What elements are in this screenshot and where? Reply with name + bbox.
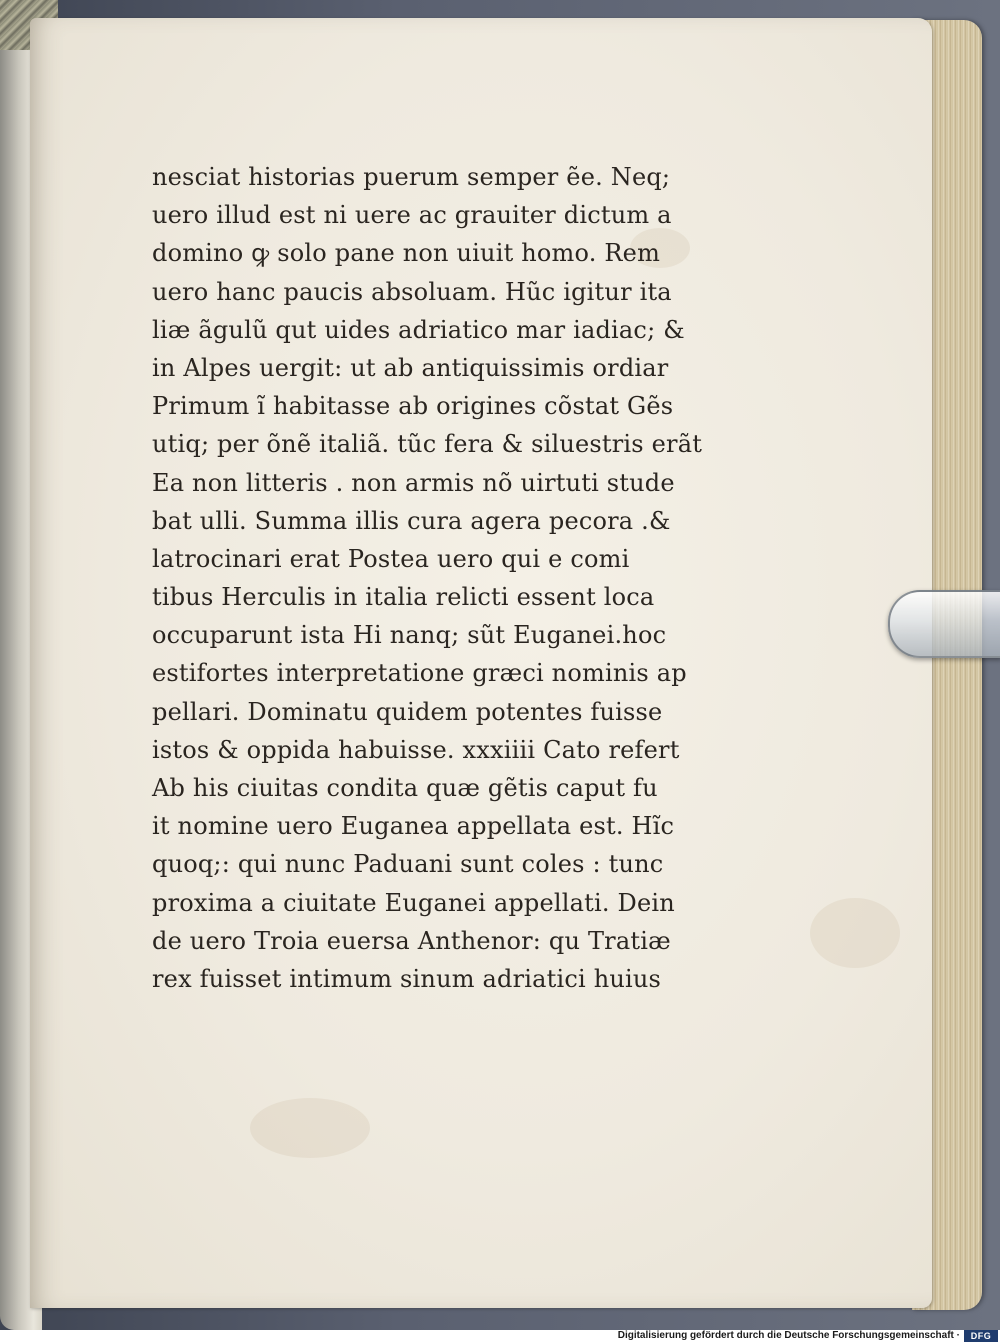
text-line: de uero Troia euersa Anthenor: qu Tratiæ <box>152 926 671 955</box>
dfg-logo: DFG <box>964 1330 998 1342</box>
text-line: Primum ĩ habitasse ab origines cõstat Gẽs <box>152 392 674 421</box>
text-line: tibus Herculis in italia relicti essent loca <box>152 583 655 612</box>
text-line: liæ ãgulũ qut uides adriatico mar iadiac; & <box>152 315 685 344</box>
text-line: Ea non litteris . non armis nõ uirtuti stude <box>152 468 675 497</box>
text-line: latrocinari erat Postea uero qui e comi <box>152 544 630 573</box>
funding-credit: Digitalisierung gefördert durch die Deutsche Forschungsgemeinschaft · <box>617 1330 960 1341</box>
text-block <box>152 158 742 998</box>
text-line: pellari. Dominatu quidem potentes fuisse <box>152 697 663 726</box>
text-line: quoq;: qui nunc Paduani sunt coles : tunc <box>152 850 664 879</box>
text-line: utiq; per õnẽ italiã. tũc fera & siluestris erãt <box>152 430 703 459</box>
text-line: in Alpes uergit: ut ab antiquissimis ordiar <box>152 353 669 382</box>
text-line: estifortes interpretatione græci nominis ap <box>152 659 687 688</box>
text-line: domino ꝙ solo pane non uiuit homo. Rem <box>152 239 661 268</box>
text-line: uero illud est ni uere ac grauiter dictum a <box>152 201 672 230</box>
text-line: Ab his ciuitas condita quæ gẽtis caput fu <box>152 774 658 802</box>
text-line: proxima a ciuitate Euganei appellati. Dein <box>152 888 675 917</box>
text-line: nesciat historias puerum semper ẽe. Neq; <box>152 163 671 191</box>
foxing-spot <box>810 898 900 968</box>
text-line: occuparunt ista Hi nanq; sũt Euganei.hoc <box>152 621 667 650</box>
footer <box>0 1330 1000 1342</box>
text-line: uero hanc paucis absoluam. Hũc igitur ita <box>152 277 672 306</box>
text-line: rex fuisset intimum sinum adriatici huius <box>152 964 662 993</box>
text-line: it nomine uero Euganea appellata est. Hĩc <box>152 812 675 841</box>
glass-page-weight <box>888 590 1000 658</box>
foxing-spot <box>250 1098 370 1158</box>
text-line: bat ulli. Summa illis cura agera pecora .& <box>152 506 671 535</box>
text-line: istos & oppida habuisse. xxxiiii Cato refert <box>152 735 680 764</box>
